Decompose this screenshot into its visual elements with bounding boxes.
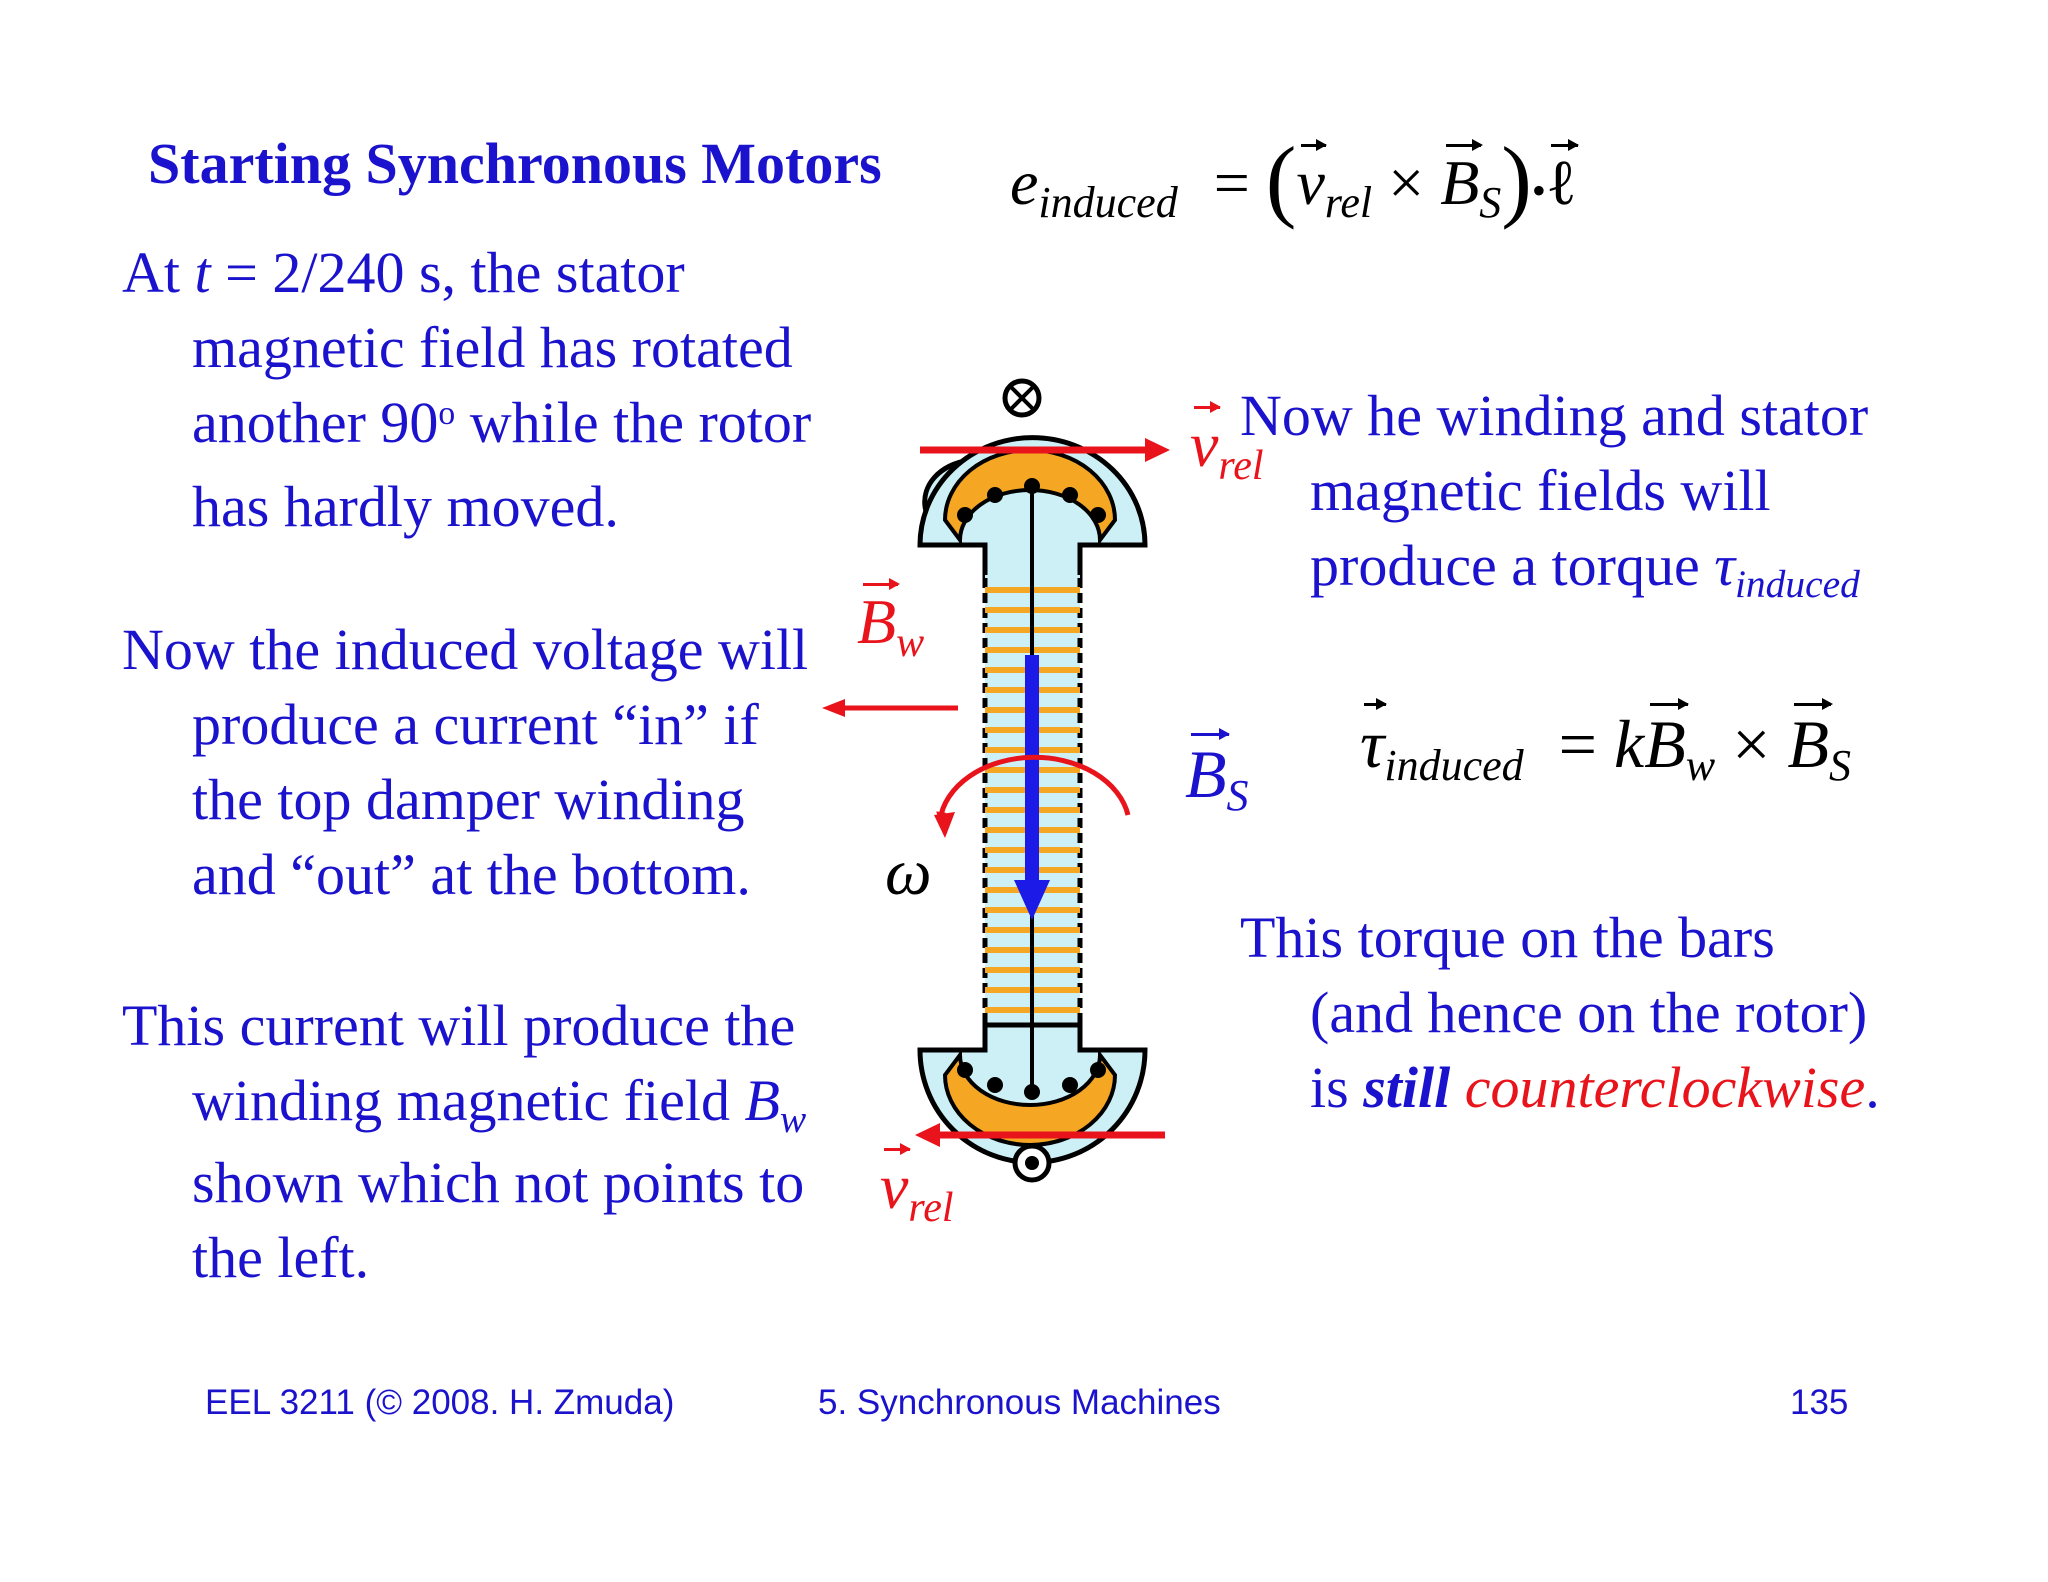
- p1-line4: has hardly moved.: [192, 474, 619, 539]
- teq-Bs-sub: S: [1829, 741, 1851, 791]
- p3-line2: winding magnetic field $B_w$: [192, 1068, 807, 1141]
- r2-line3: is still counterclockwise.: [1310, 1055, 1880, 1120]
- v-rel-top-label: vrel: [1190, 409, 1264, 489]
- eq-equals: =: [1213, 147, 1250, 218]
- eq-dot: •: [1531, 168, 1546, 213]
- r2-line1: This torque on the bars: [1240, 905, 1775, 970]
- current-out-symbol: [1015, 1146, 1049, 1180]
- p2-line2: produce a current “in” if: [192, 692, 759, 757]
- v-rel-bottom-label: vrel: [880, 1151, 954, 1231]
- p1-line1: At t = 2/240 s, the stator: [122, 240, 685, 305]
- teq-tau-sub: induced: [1384, 741, 1524, 791]
- current-in-symbol: [1005, 381, 1039, 415]
- r1-line3: produce a torque $\tau_{induced}$: [1310, 533, 1860, 606]
- slide-title: Starting Synchronous Motors: [148, 131, 882, 196]
- eq-B-sub: S: [1479, 178, 1502, 228]
- p2-line1: Now the induced voltage will: [122, 617, 809, 682]
- omega-label: ω: [885, 836, 932, 909]
- eq-v-sub: rel: [1324, 178, 1373, 228]
- footer-chapter: 5. Synchronous Machines: [818, 1383, 1221, 1422]
- teq-k: k: [1614, 706, 1645, 782]
- p2-line4: and “out” at the bottom.: [192, 842, 751, 907]
- eq-cross: ×: [1388, 147, 1425, 218]
- teq-Bs-vec: B: [1787, 706, 1829, 782]
- eq-B-vec: B: [1440, 147, 1480, 218]
- p2-line3: the top damper winding: [192, 767, 745, 832]
- eq-close-paren: ): [1501, 128, 1532, 230]
- teq-cross: ×: [1732, 706, 1771, 782]
- teq-Bw-vec: B: [1644, 706, 1686, 782]
- teq-equals: =: [1558, 706, 1597, 782]
- eq-v-vec: v: [1296, 147, 1325, 218]
- bw-label: Bw: [857, 586, 925, 666]
- p3-line3: shown which not points to: [192, 1150, 805, 1215]
- r1-line2: magnetic fields will: [1310, 458, 1771, 523]
- eq-l-vec: ℓ: [1545, 147, 1577, 218]
- p3-line1: This current will produce the: [122, 993, 796, 1058]
- eq-e: e: [1010, 147, 1039, 218]
- r1-line1: Now he winding and stator: [1240, 383, 1869, 448]
- footer-page-number: 135: [1790, 1383, 1849, 1422]
- footer-course: EEL 3211 (© 2008. H. Zmuda): [205, 1383, 675, 1422]
- p3-line4: the left.: [192, 1225, 370, 1290]
- p1-line2: magnetic field has rotated: [192, 315, 793, 380]
- eq-e-sub: induced: [1038, 178, 1178, 228]
- bs-label: BS: [1185, 736, 1249, 821]
- teq-Bw-sub: w: [1685, 741, 1716, 791]
- eq-open-paren: (: [1265, 128, 1297, 230]
- teq-tau-vec: τ: [1360, 706, 1385, 782]
- p1-line3: another 90$^o$ while the rotor: [192, 390, 812, 455]
- r2-line2: (and hence on the rotor): [1310, 980, 1868, 1045]
